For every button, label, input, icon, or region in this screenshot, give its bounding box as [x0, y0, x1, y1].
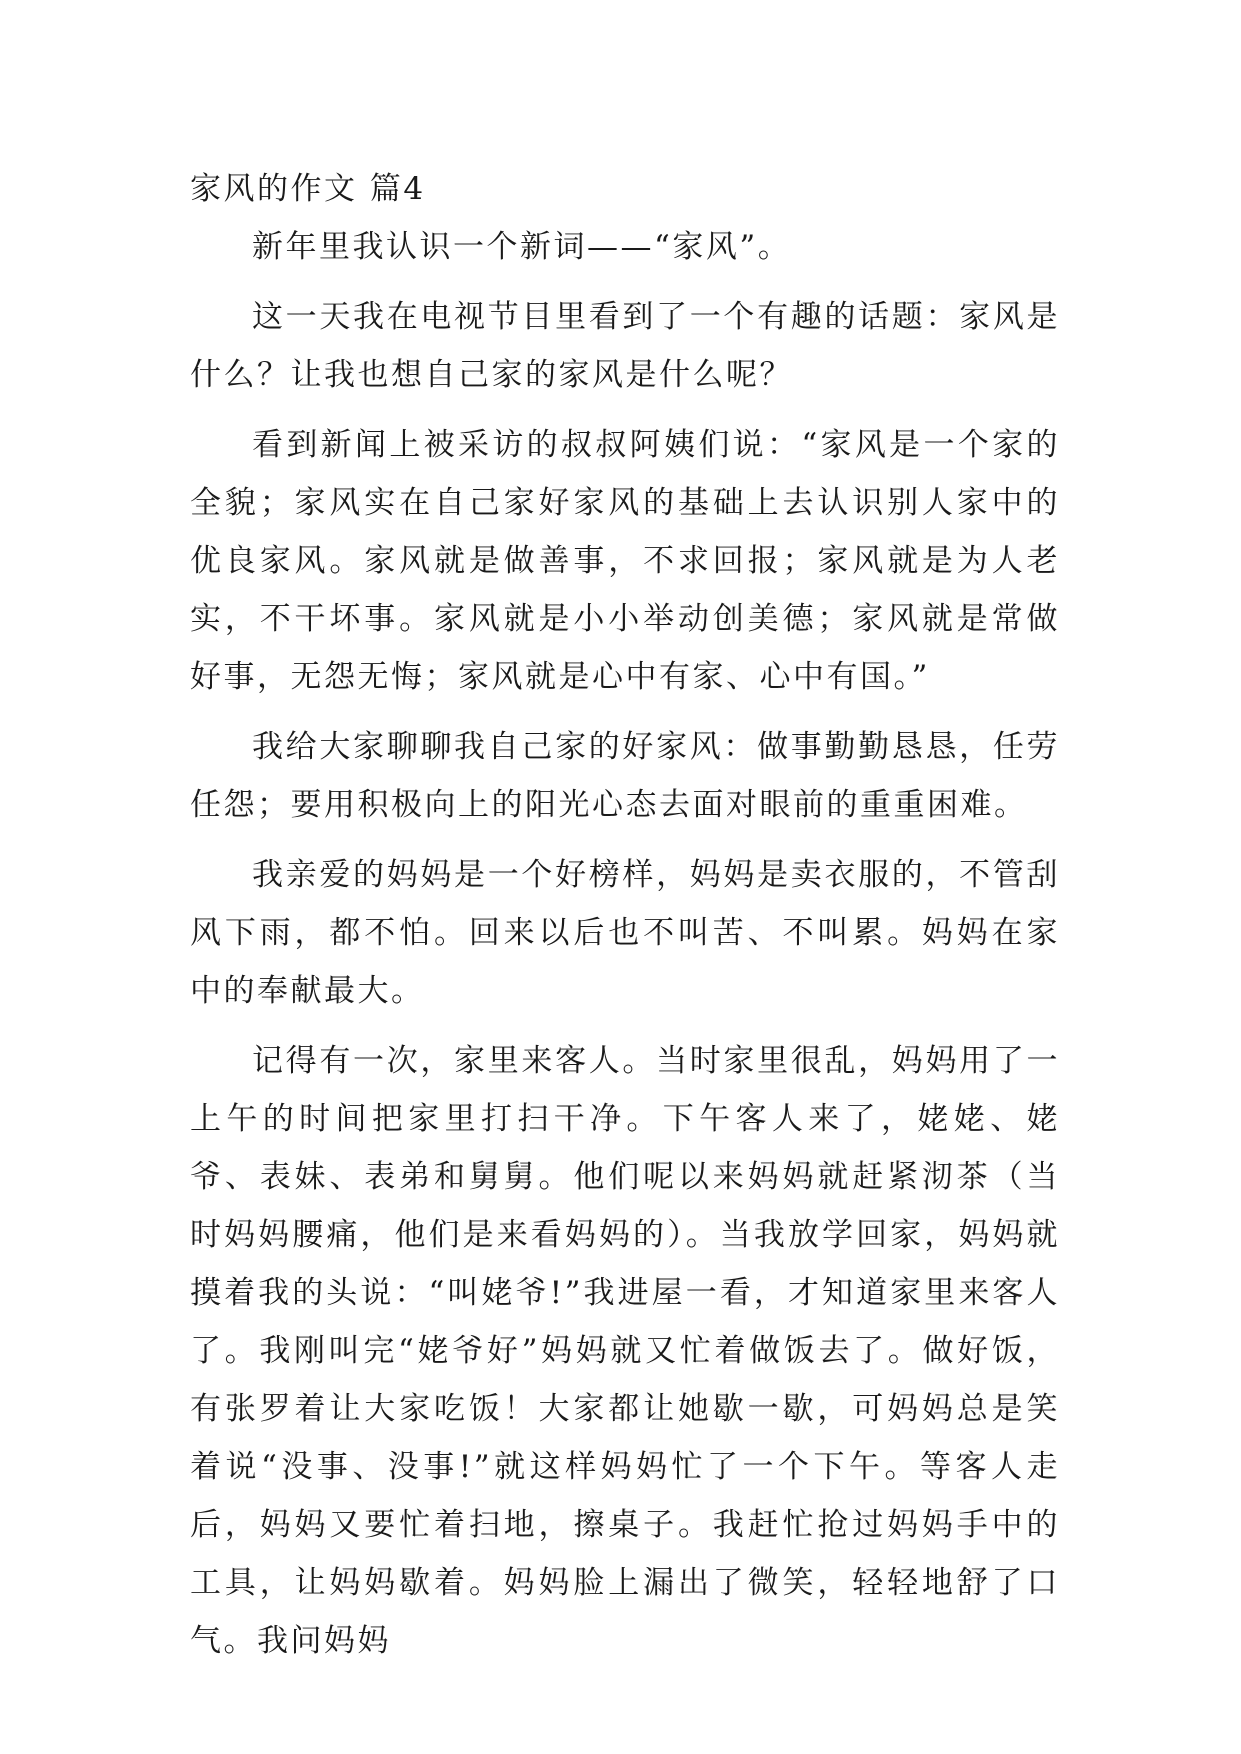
paragraph-1: 新年里我认识一个新词——“家风”。 — [252, 229, 792, 265]
paragraph-3: 看到新闻上被采访的叔叔阿姨们说：“家风是一个家的全貌；家风实在自己家好家风的基础上去认识别人家中的优良家风。家风就是做善事，不求回报；家风就是为人老实，不干坏事。家风就是小小举动创美德；家风就是常做好事，无怨无悔；家风就是心中有家、心中有国。” — [190, 427, 1060, 695]
paragraph-4: 我给大家聊聊我自己家的好家风：做事勤勤恳恳，任劳任怨；要用积极向上的阳光心态去面对眼前的重重困难。 — [190, 729, 1060, 823]
document-title: 家风的作文 篇4 — [190, 171, 426, 207]
document-body — [190, 160, 1060, 1682]
paragraph-5: 我亲爱的妈妈是一个好榜样，妈妈是卖衣服的，不管刮风下雨，都不怕。回来以后也不叫苦、不叫累。妈妈在家中的奉献最大。 — [190, 857, 1060, 1009]
paragraph-2: 这一天我在电视节目里看到了一个有趣的话题：家风是什么？让我也想自己家的家风是什么呢？ — [190, 299, 1060, 393]
paragraph-6: 记得有一次，家里来客人。当时家里很乱，妈妈用了一上午的时间把家里打扫干净。下午客人来了，姥姥、姥爷、表妹、表弟和舅舅。他们呢以来妈妈就赶紧沏茶（当时妈妈腰痛，他们是来看妈妈的）。当我放学回家，妈妈就摸着我的头说：“叫姥爷!”我进屋一看，才知道家里来客人了。我刚叫完“姥爷好”妈妈就又忙着做饭去了。做好饭，有张罗着让大家吃饭！大家都让她歇一歇，可妈妈总是笑着说“没事、没事!”就这样妈妈忙了一个下午。等客人走后，妈妈又要忙着扫地，擦桌子。我赶忙抢过妈妈手中的工具，让妈妈歇着。妈妈脸上漏出了微笑，轻轻地舒了口气。我问妈妈 — [190, 1043, 1060, 1659]
